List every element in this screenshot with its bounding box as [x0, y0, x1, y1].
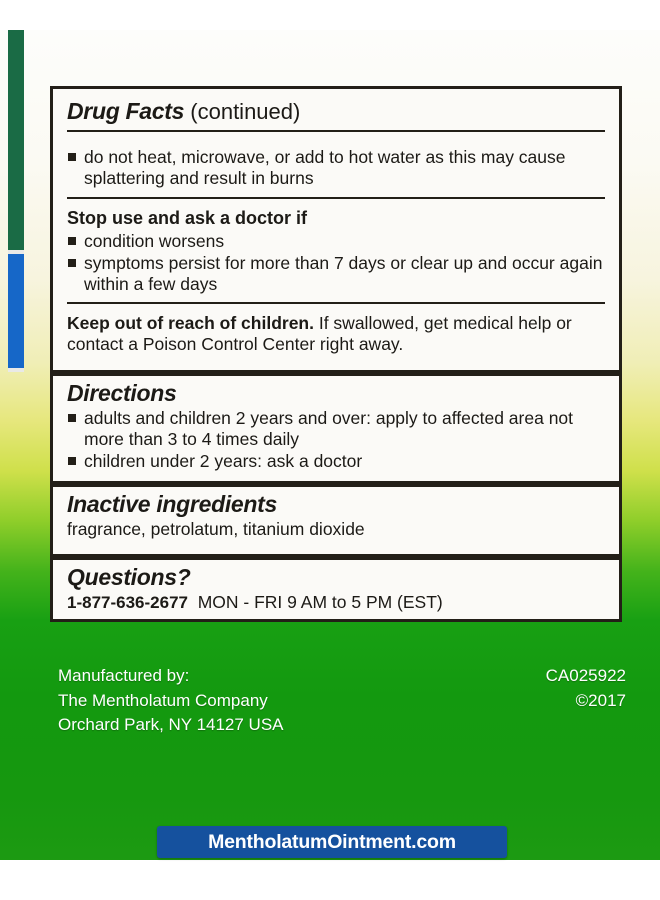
rule-above-directions: [53, 370, 619, 376]
directions-block: [53, 381, 619, 473]
copyright-notice: ©2017: [575, 690, 626, 710]
manufacturer-block: [58, 664, 284, 738]
warnings-continued-block: [53, 147, 619, 204]
inactive-ingredients-text: fragrance, petrolatum, titanium dioxide: [67, 519, 365, 540]
drug-facts-title-main: Drug Facts: [67, 98, 185, 124]
product-code-block: [546, 664, 626, 713]
stop-use-heading: Stop use and ask a doctor if: [67, 208, 308, 228]
rule-under-stop-use: [67, 302, 605, 304]
list-item: do not heat, microwave, or add to hot water as this may cause splattering and result in burns: [67, 147, 605, 189]
website-url-text: MentholatumOintment.com: [208, 830, 456, 853]
list-item: symptoms persist for more than 7 days or clear up and occur again within a few days: [67, 253, 605, 295]
stop-use-block: [53, 208, 619, 309]
directions-bullet-list: [67, 408, 605, 472]
rule-under-title: [67, 130, 605, 132]
keep-out-of-reach-rest: If swallowed, get medical help or contact a Poison Control Center right away.: [67, 313, 572, 354]
inactive-ingredients-block: [53, 492, 619, 540]
drug-facts-title-suffix: (continued): [190, 99, 301, 124]
drug-facts-panel-inner: [53, 89, 619, 619]
questions-block: [53, 565, 619, 614]
rule-above-questions: [53, 554, 619, 560]
list-item: adults and children 2 years and over: apply to affected area not more than 3 to 4 times daily: [67, 408, 605, 450]
lot-code: CA025922: [545, 666, 626, 685]
spine-stripe-green: [8, 30, 24, 250]
stop-use-bullet-list: [67, 231, 605, 295]
website-banner[interactable]: [157, 826, 507, 858]
manufactured-by-label: Manufactured by:: [58, 666, 190, 685]
bottom-white-band: [0, 860, 660, 900]
directions-heading: Directions: [67, 380, 177, 406]
manufacturer-company-name: The Mentholatum Company: [58, 690, 268, 710]
keep-out-of-reach-text: [67, 313, 605, 355]
rule-under-warnings: [67, 197, 605, 199]
list-item: children under 2 years: ask a doctor: [67, 451, 605, 472]
drug-facts-panel: [50, 86, 622, 622]
questions-heading: Questions?: [67, 564, 191, 590]
spine-divider-lower: [8, 368, 24, 372]
drug-facts-title: [67, 99, 605, 123]
keep-out-of-reach-lead: Keep out of reach of children.: [67, 313, 314, 333]
warnings-bullet-list: [67, 147, 605, 189]
inactive-ingredients-heading: Inactive ingredients: [67, 491, 278, 517]
spine-stripe-blue: [8, 254, 24, 368]
questions-contact-line: [67, 592, 605, 613]
questions-phone-number[interactable]: 1-877-636-2677: [67, 593, 188, 613]
questions-hours: MON - FRI 9 AM to 5 PM (EST): [197, 592, 443, 613]
list-item: condition worsens: [67, 231, 605, 252]
manufacturer-address: Orchard Park, NY 14127 USA: [58, 715, 284, 735]
keep-out-of-reach-block: [53, 313, 619, 355]
rule-above-inactive-ingredients: [53, 481, 619, 487]
drug-facts-title-block: [53, 99, 619, 137]
